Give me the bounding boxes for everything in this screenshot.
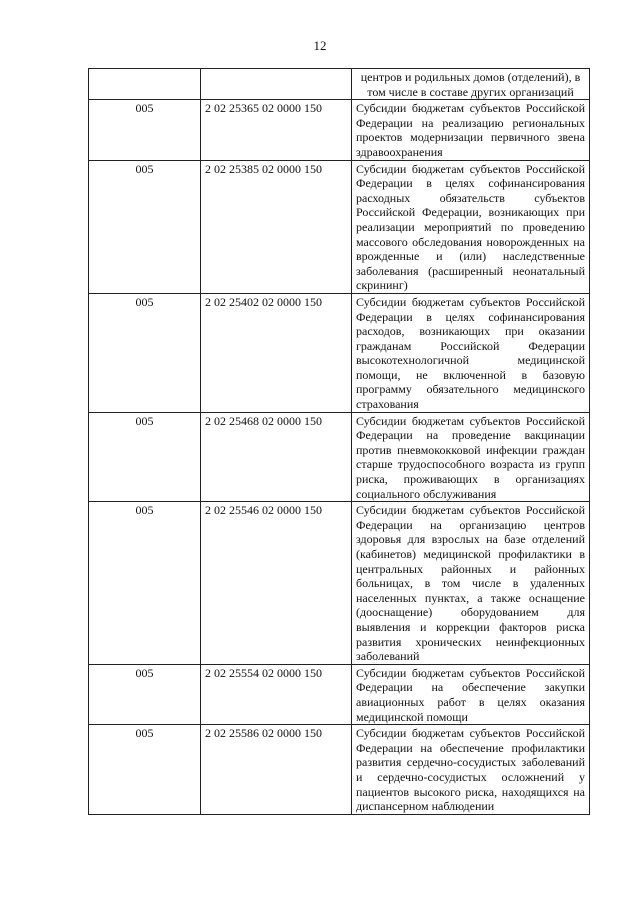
budget-code-cell: 2 02 25554 02 0000 150: [201, 664, 352, 724]
admin-code-cell: 005: [89, 664, 201, 724]
table-row: [89, 412, 590, 502]
description-cell: Субсидии бюджетам субъектов Российской Федерации на организацию центров здоровья для взрослых на базе отделений (кабинетов) медицинской профилактики в центральных районных и районных больницах, в том числе в удаленных населенных пунктах, а также оснащение (дооснащение) оборудованием для выявления и коррекции факторов риска развития хронических неинфекционных заболеваний: [352, 502, 590, 665]
table-row-continuation: [89, 69, 590, 100]
table-row: [89, 725, 590, 815]
description-cell: Субсидии бюджетам субъектов Российской Федерации на обеспечение профилактики развития сердечно-сосудистых заболеваний и сердечно-сосудистых осложнений у пациентов высокого риска, находящихся на диспансерном наблюдении: [352, 725, 590, 815]
admin-code-cell: 005: [89, 160, 201, 293]
description-cell: Субсидии бюджетам субъектов Российской Федерации в целях софинансирования расходных обязательств субъектов Российской Федерации, возникающих при реализации мероприятий по проведению массового обследования новорожденных на врожденные и (или) наследственные заболевания (расширенный неонатальный скрининг): [352, 160, 590, 293]
table-row: [89, 502, 590, 665]
table-row: [89, 160, 590, 293]
admin-code-cell: 005: [89, 502, 201, 665]
admin-code-cell: 005: [89, 293, 201, 412]
budget-code-cell: 2 02 25402 02 0000 150: [201, 293, 352, 412]
admin-code-cell: 005: [89, 100, 201, 160]
table-row: [89, 293, 590, 412]
table-row: [89, 100, 590, 160]
revenue-codes-table: [88, 68, 590, 815]
budget-code-cell: 2 02 25468 02 0000 150: [201, 412, 352, 502]
description-cell: центров и родильных домов (отделений), в том числе в составе других организаций: [352, 69, 590, 100]
budget-code-cell: 2 02 25385 02 0000 150: [201, 160, 352, 293]
budget-code-cell: 2 02 25365 02 0000 150: [201, 100, 352, 160]
description-cell: Субсидии бюджетам субъектов Российской Федерации на реализацию региональных проектов модернизации первичного звена здравоохранения: [352, 100, 590, 160]
budget-code-cell: 2 02 25546 02 0000 150: [201, 502, 352, 665]
admin-code-cell: [89, 69, 201, 100]
description-cell: Субсидии бюджетам субъектов Российской Федерации на обеспечение закупки авиационных работ в целях оказания медицинской помощи: [352, 664, 590, 724]
admin-code-cell: 005: [89, 412, 201, 502]
description-cell: Субсидии бюджетам субъектов Российской Федерации на проведение вакцинации против пневмококковой инфекции граждан старше трудоспособного возраста из групп риска, проживающих в организациях социального обслуживания: [352, 412, 590, 502]
page-number: 12: [313, 38, 327, 53]
budget-code-cell: [201, 69, 352, 100]
table-row: [89, 664, 590, 724]
budget-code-cell: 2 02 25586 02 0000 150: [201, 725, 352, 815]
description-cell: Субсидии бюджетам субъектов Российской Федерации в целях софинансирования расходов, возникающих при оказании гражданам Российской Федерации высокотехнологичной медицинской помощи, не включенной в базовую программу обязательного медицинского страхования: [352, 293, 590, 412]
admin-code-cell: 005: [89, 725, 201, 815]
